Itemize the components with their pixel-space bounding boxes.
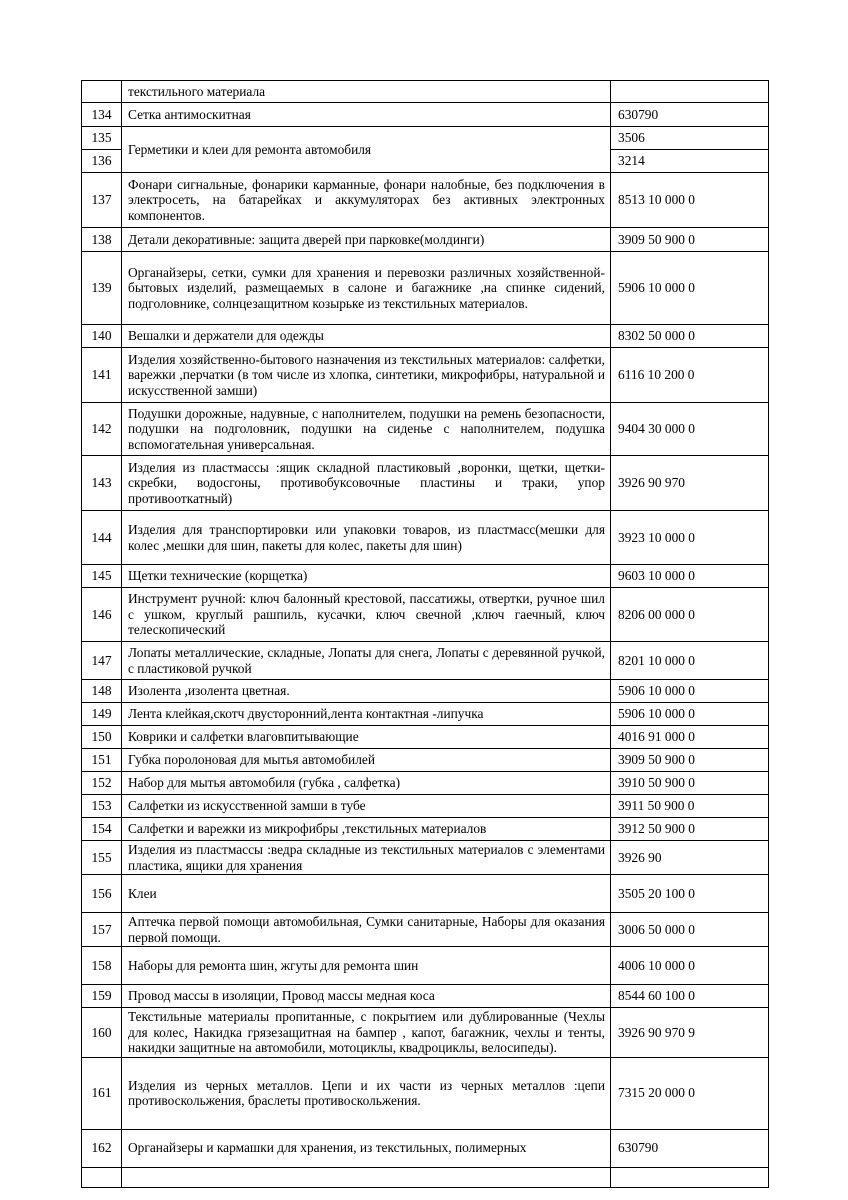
item-code: 3505 20 100 0 (611, 875, 769, 913)
item-description: Лопаты металлические, складные, Лопаты для снега, Лопаты с деревянной ручкой, с пластиковой ручкой (122, 642, 611, 680)
row-number: 137 (82, 173, 122, 228)
table-row (82, 228, 769, 252)
table-row (82, 252, 769, 325)
item-description: Органайзеры и кармашки для хранения, из текстильных, полимерных (122, 1129, 611, 1167)
item-code: 3506 (611, 127, 769, 150)
item-code: 9404 30 000 0 (611, 403, 769, 456)
item-code: 4006 10 000 0 (611, 947, 769, 985)
row-number: 156 (82, 875, 122, 913)
table-row (82, 1129, 769, 1167)
row-number: 143 (82, 456, 122, 511)
item-description: Клеи (122, 875, 611, 913)
row-number: 138 (82, 228, 122, 252)
table-row (82, 703, 769, 726)
table-row (82, 1057, 769, 1129)
item-code: 6116 10 200 0 (611, 348, 769, 403)
item-description: Провод массы в изоляции, Провод массы медная коса (122, 985, 611, 1008)
row-number: 149 (82, 703, 122, 726)
item-code: 3909 50 900 0 (611, 749, 769, 772)
row-number: 152 (82, 772, 122, 795)
item-description: Салфетки из искусственной замши в тубе (122, 795, 611, 818)
row-number: 135 (82, 127, 122, 150)
table-row (82, 841, 769, 875)
table-row (82, 511, 769, 565)
table-row (82, 680, 769, 703)
item-description: Коврики и салфетки влаговпитывающие (122, 726, 611, 749)
table-row (82, 403, 769, 456)
item-code: 3926 90 (611, 841, 769, 875)
table-row (82, 726, 769, 749)
item-code: 4016 91 000 0 (611, 726, 769, 749)
table-row (82, 325, 769, 348)
item-description: Органайзеры, сетки, сумки для хранения и перевозки различных хозяйственной- бытовых изделий, размещаемых в салоне и багажнике ,на спинке сидений, подголовнике, солнцезащитном козырьке из текстильных материалов. (122, 252, 611, 325)
row-number: 145 (82, 565, 122, 588)
item-code: 3926 90 970 (611, 456, 769, 511)
row-number: 141 (82, 348, 122, 403)
row-number: 139 (82, 252, 122, 325)
item-description: Губка поролоновая для мытья автомобилей (122, 749, 611, 772)
item-description: Изделия из черных металлов. Цепи и их части из черных металлов :цепи противоскольжения, браслеты противоскольжения. (122, 1057, 611, 1129)
table-row (82, 795, 769, 818)
item-description: Инструмент ручной: ключ балонный крестовой, пассатижы, отвертки, ручное шил с ушком, круглый рашпиль, кусачки, ключ свечной ,ключ гаечный, ключ телескопический (122, 588, 611, 642)
item-description: Наборы для ремонта шин, жгуты для ремонта шин (122, 947, 611, 985)
item-code: 3910 50 900 0 (611, 772, 769, 795)
row-number: 153 (82, 795, 122, 818)
item-code: 630790 (611, 103, 769, 127)
item-code: 8302 50 000 0 (611, 325, 769, 348)
item-description: Подушки дорожные, надувные, с наполнителем, подушки на ремень безопасности, подушки на подголовник, подушки на сиденье с наполнителем, подушка вспомогательная универсальная. (122, 403, 611, 456)
item-description: Герметики и клеи для ремонта автомобиля (122, 127, 611, 173)
item-code: 5906 10 000 0 (611, 703, 769, 726)
item-code (611, 81, 769, 103)
row-number: 161 (82, 1057, 122, 1129)
item-code: 5906 10 000 0 (611, 252, 769, 325)
item-code: 3912 50 900 0 (611, 818, 769, 841)
table-row (82, 1167, 769, 1187)
table-row (82, 749, 769, 772)
table-row (82, 565, 769, 588)
table-row (82, 985, 769, 1008)
table-row (82, 81, 769, 103)
row-number: 159 (82, 985, 122, 1008)
item-code: 8206 00 000 0 (611, 588, 769, 642)
row-number: 148 (82, 680, 122, 703)
item-code: 8201 10 000 0 (611, 642, 769, 680)
item-description: Вешалки и держатели для одежды (122, 325, 611, 348)
table-row (82, 913, 769, 947)
table-row (82, 456, 769, 511)
row-number: 144 (82, 511, 122, 565)
item-description: Лента клейкая,скотч двусторонний,лента контактная -липучка (122, 703, 611, 726)
item-code: 3926 90 970 9 (611, 1008, 769, 1058)
row-number: 160 (82, 1008, 122, 1058)
item-code: 5906 10 000 0 (611, 680, 769, 703)
row-number: 147 (82, 642, 122, 680)
row-number: 158 (82, 947, 122, 985)
item-description: Сетка антимоскитная (122, 103, 611, 127)
table-row (82, 127, 769, 150)
item-description: Салфетки и варежки из микрофибры ,текстильных материалов (122, 818, 611, 841)
row-number: 136 (82, 150, 122, 173)
row-number: 150 (82, 726, 122, 749)
row-number (82, 81, 122, 103)
item-description: Фонари сигнальные, фонарики карманные, фонари налобные, без подключения в электросеть, на батарейках и аккумуляторах без активных электронных компонентов. (122, 173, 611, 228)
item-code: 3214 (611, 150, 769, 173)
table-row (82, 348, 769, 403)
item-description: Изделия для транспортировки или упаковки товаров, из пластмасс(мешки для колес ,мешки для шин, пакеты для колес, пакеты для шин) (122, 511, 611, 565)
table-row (82, 947, 769, 985)
item-code: 3909 50 900 0 (611, 228, 769, 252)
table-row (82, 875, 769, 913)
item-description: Изолента ,изолента цветная. (122, 680, 611, 703)
table-row (82, 818, 769, 841)
row-number: 154 (82, 818, 122, 841)
item-code: 3006 50 000 0 (611, 913, 769, 947)
item-code (611, 1167, 769, 1187)
row-number: 157 (82, 913, 122, 947)
table-row (82, 173, 769, 228)
table-row (82, 588, 769, 642)
row-number: 155 (82, 841, 122, 875)
item-code: 8544 60 100 0 (611, 985, 769, 1008)
item-description: Текстильные материалы пропитанные, с покрытием или дублированные (Чехлы для колес, Накидка грязезащитная на бампер , капот, багажник, чехлы и тенты, накидки защитные на автомобили, мотоциклы, квадроциклы, велосипеды). (122, 1008, 611, 1058)
item-code: 3911 50 900 0 (611, 795, 769, 818)
table-row (82, 1008, 769, 1058)
row-number (82, 1167, 122, 1187)
item-code: 3923 10 000 0 (611, 511, 769, 565)
row-number: 140 (82, 325, 122, 348)
item-code: 630790 (611, 1129, 769, 1167)
row-number: 146 (82, 588, 122, 642)
item-description (122, 1167, 611, 1187)
item-code: 8513 10 000 0 (611, 173, 769, 228)
row-number: 142 (82, 403, 122, 456)
row-number: 134 (82, 103, 122, 127)
item-description: Изделия из пластмассы :ящик складной пластиковый ,воронки, щетки, щетки-скребки, водосгоны, противобуксовочные пластины и траки, упор противооткатный) (122, 456, 611, 511)
item-code: 7315 20 000 0 (611, 1057, 769, 1129)
item-description: Набор для мытья автомобиля (губка , салфетка) (122, 772, 611, 795)
item-description: текстильного материала (122, 81, 611, 103)
item-code: 9603 10 000 0 (611, 565, 769, 588)
item-description: Изделия хозяйственно-бытового назначения из текстильных материалов: салфетки, варежки ,перчатки (в том числе из хлопка, синтетики, микрофибры, натуральной и искусственной замши) (122, 348, 611, 403)
row-number: 162 (82, 1129, 122, 1167)
table-row (82, 772, 769, 795)
item-description: Детали декоративные: защита дверей при парковке(молдинги) (122, 228, 611, 252)
item-description: Изделия из пластмассы :ведра складные из текстильных материалов с элементами пластика, ящики для хранения (122, 841, 611, 875)
item-description: Щетки технические (корщетка) (122, 565, 611, 588)
table-row (82, 642, 769, 680)
item-description: Аптечка первой помощи автомобильная, Сумки санитарные, Наборы для оказания первой помощи. (122, 913, 611, 947)
row-number: 151 (82, 749, 122, 772)
table-row (82, 103, 769, 127)
goods-table (81, 80, 769, 1188)
